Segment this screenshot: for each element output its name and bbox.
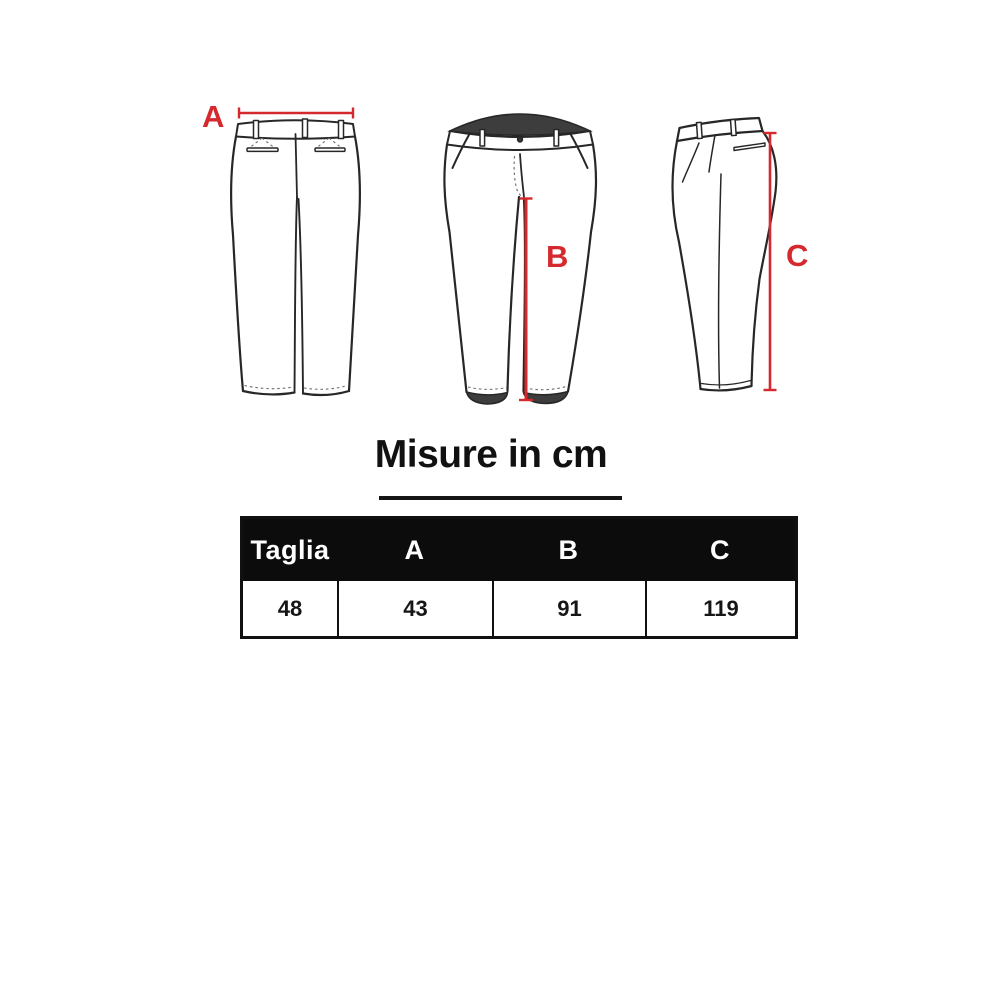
side-back-pocket [734, 143, 765, 151]
table-header-row [243, 519, 795, 581]
header-a: A [404, 534, 425, 565]
size-table [240, 516, 798, 639]
waist-button [517, 137, 522, 142]
back-hem-stitching [245, 386, 348, 390]
waistband-inner-dark [450, 114, 590, 135]
front-hem-openings [467, 392, 569, 405]
pants-front-view-drawing [443, 110, 603, 410]
pants-side-view-drawing [668, 112, 788, 412]
pants-back-view-drawing [225, 95, 370, 405]
measure-label-b: B [546, 239, 569, 274]
outseam-line-c [764, 133, 777, 390]
header-taglia: Taglia [250, 534, 330, 565]
waist-width-arrow-a [239, 108, 353, 119]
inseam-line-b [519, 199, 533, 401]
back-outline [231, 134, 360, 395]
table-row [243, 581, 795, 636]
cell-taglia-value: 48 [277, 595, 303, 621]
title-wrap [0, 433, 982, 477]
side-details [683, 135, 751, 388]
title-underline [379, 496, 622, 500]
page-title: Misure in cm [374, 433, 608, 476]
cell-b-value: 91 [492, 581, 645, 636]
measure-label-a: A [202, 99, 225, 134]
measure-label-c: C [786, 238, 809, 273]
side-waistband [677, 118, 763, 141]
front-outline [444, 145, 596, 393]
front-hem-stitching [468, 387, 567, 390]
cell-a-value: 43 [337, 581, 492, 636]
header-b: B [558, 534, 579, 565]
fly-seam [520, 154, 524, 197]
header-c: C [710, 534, 730, 565]
cell-c-value: 119 [645, 581, 795, 636]
